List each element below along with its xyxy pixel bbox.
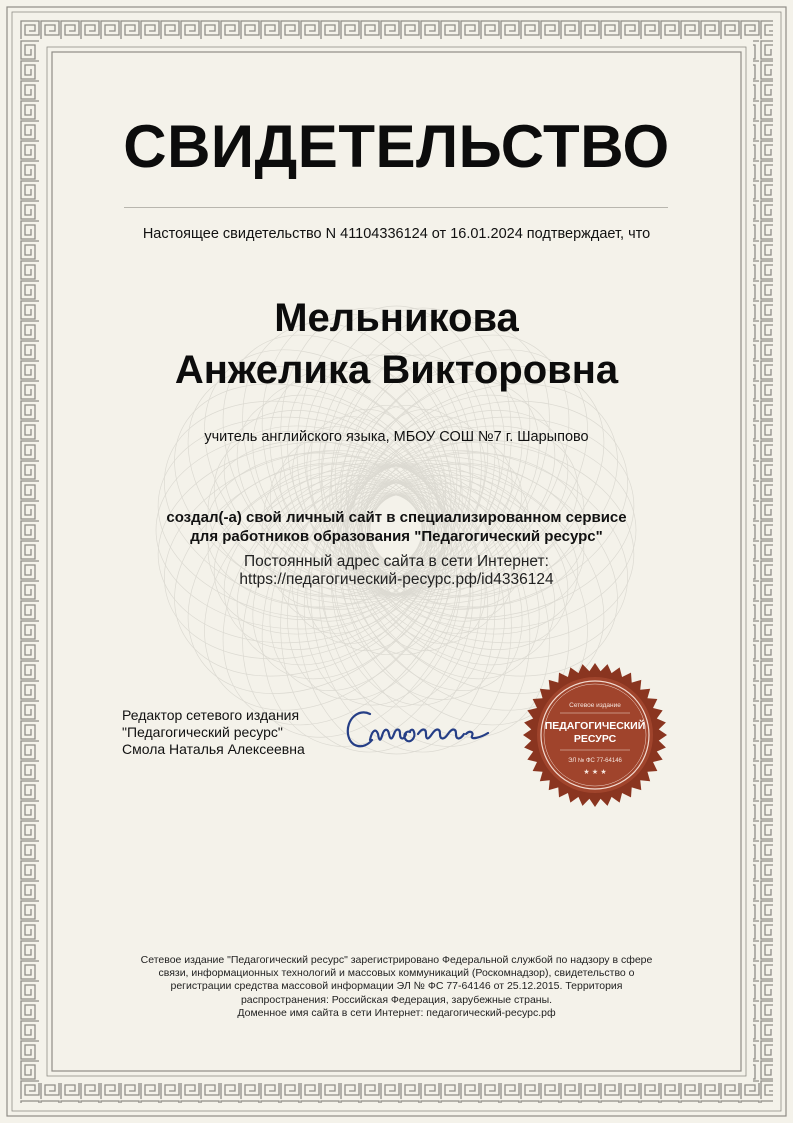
recipient-surname: Мельникова (274, 296, 519, 340)
footer-line-4: распространения: Российская Федерация, зарубежные страны. (240, 993, 553, 1006)
footer-line-2: связи, информационных технологий и массовых коммуникаций (Роскомнадзор), свидетельство о (158, 967, 635, 980)
recipient-name (0, 292, 793, 396)
seal-main-line-2: РЕСУРС (573, 733, 617, 745)
site-url: https://педагогический-ресурс.рф/id4336124 (239, 571, 554, 588)
certificate-title: СВИДЕТЕЛЬСТВО (123, 113, 670, 180)
recipient-given-names: Анжелика Викторовна (174, 348, 619, 392)
seal-top-text: Сетевое издание (569, 702, 621, 709)
achievement-line-2: для работников образования "Педагогический ресурс" (190, 528, 603, 545)
seal-stars: ★ ★ ★ (583, 768, 607, 776)
site-address-label: Постоянный адрес сайта в сети Интернет: (244, 553, 549, 570)
editor-block (122, 707, 305, 758)
title-divider (124, 207, 668, 208)
certificate-intro: Настоящее свидетельство N 41104336124 от 16.01.2024 подтверждает, что (142, 226, 651, 242)
achievement-text (0, 508, 793, 546)
editor-name: Смола Наталья Алексеевна (122, 741, 305, 757)
footer-line-3: регистрации средства массовой информации ЭЛ № ФС 77-64146 от 25.12.2015. Территория (170, 980, 623, 993)
footer-line-1: Сетевое издание "Педагогический ресурс" зарегистрировано Федеральной службой по надзору в сфере (140, 954, 653, 966)
editor-title: Редактор сетевого издания (122, 707, 300, 723)
seal-main-line-1: ПЕДАГОГИЧЕСКИЙ (544, 720, 646, 732)
achievement-line-1: создал(-а) свой личный сайт в специализированном сервисе (166, 509, 627, 526)
legal-footer (120, 954, 673, 1020)
site-address (0, 553, 793, 589)
publication-seal (520, 660, 670, 810)
editor-publication: "Педагогический ресурс" (122, 724, 283, 740)
editor-signature (340, 700, 495, 760)
footer-line-5: Доменное имя сайта в сети Интернет: педагогический-ресурс.рф (237, 1006, 556, 1019)
seal-reg-text: ЭЛ № ФС 77-64146 (568, 758, 622, 764)
recipient-position: учитель английского языка, МБОУ СОШ №7 г. Шарыпово (204, 429, 589, 445)
